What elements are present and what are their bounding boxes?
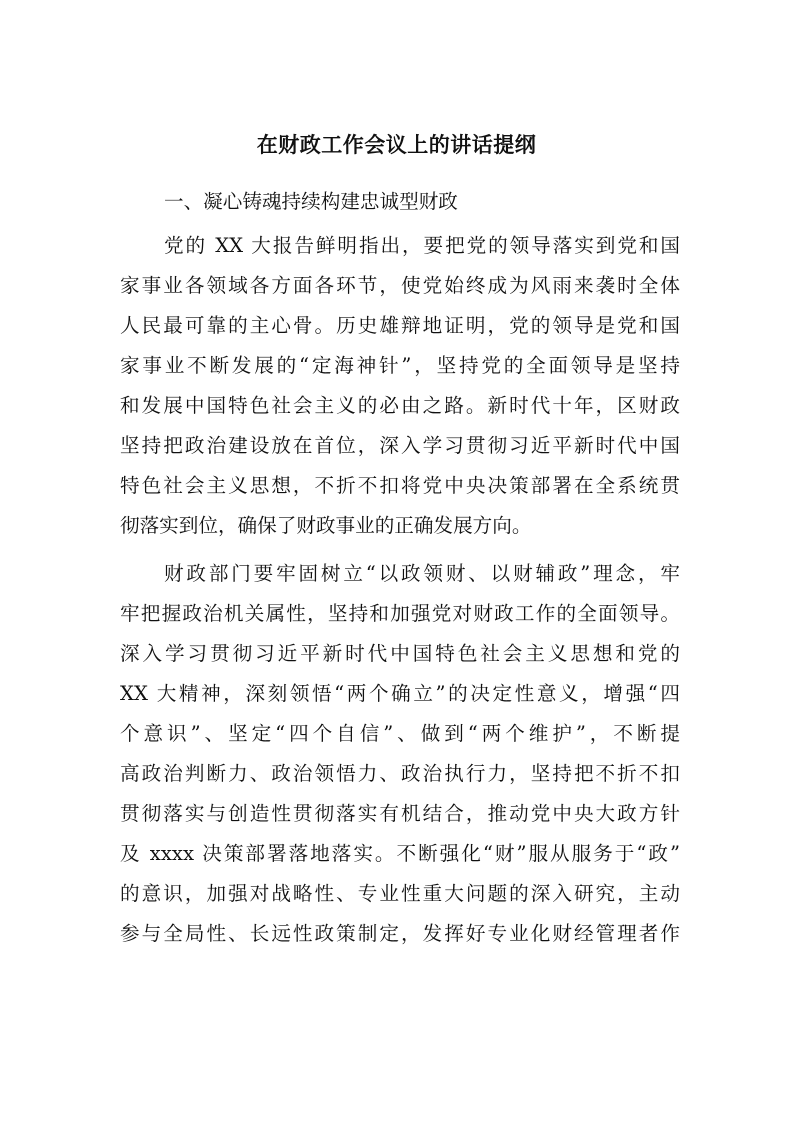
paragraph-1-line-6: 坚持把政治建设放在首位，深入学习贯彻习近平新时代中国 (120, 434, 680, 457)
document-title: 在财政工作会议上的讲话提纲 (256, 133, 537, 157)
paragraph-2-line-6: 高政治判断力、政治领悟力、政治执行力，坚持把不折不扣 (120, 762, 680, 785)
paragraph-1-line-5: 和发展中国特色社会主义的必由之路。新时代十年，区财政 (120, 394, 680, 417)
paragraph-1-line-3: 人民最可靠的主心骨。历史雄辩地证明，党的领导是党和国 (120, 314, 680, 337)
paragraph-1-line-1: 党的 XX 大报告鲜明指出，要把党的领导落实到党和国 (164, 234, 680, 257)
paragraph-2-line-3: 深入学习贯彻习近平新时代中国特色社会主义思想和党的 (120, 642, 680, 665)
paragraph-1-line-4: 家事业不断发展的“定海神针”，坚持党的全面领导是坚持 (120, 354, 680, 377)
paragraph-2-line-8: 及 xxxx 决策部署落地落实。不断强化“财”服从服务于“政” (120, 842, 680, 865)
paragraph-2-line-2: 牢把握政治机关属性，坚持和加强党对财政工作的全面领导。 (120, 602, 680, 625)
paragraph-2-line-9: 的意识，加强对战略性、专业性重大问题的深入研究，主动 (120, 882, 680, 905)
paragraph-2-line-4: XX 大精神，深刻领悟“两个确立”的决定性意义，增强“四 (120, 682, 680, 705)
paragraph-2-line-7: 贯彻落实与创造性贯彻落实有机结合，推动党中央大政方针 (120, 802, 680, 825)
paragraph-2-line-5: 个意识”、坚定“四个自信”、做到“两个维护”，不断提 (120, 722, 680, 745)
paragraph-1-line-8: 彻落实到位，确保了财政事业的正确发展方向。 (120, 514, 532, 537)
section-heading: 一、凝心铸魂持续构建忠诚型财政 (164, 190, 458, 213)
paragraph-2-line-1: 财政部门要牢固树立“以政领财、以财辅政”理念，牢 (164, 562, 680, 585)
paragraph-1-line-7: 特色社会主义思想，不折不扣将党中央决策部署在全系统贯 (120, 474, 680, 497)
paragraph-2-line-10: 参与全局性、长远性政策制定，发挥好专业化财经管理者作 (120, 922, 680, 945)
paragraph-1-line-2: 家事业各领域各方面各环节，使党始终成为风雨来袭时全体 (120, 274, 680, 297)
